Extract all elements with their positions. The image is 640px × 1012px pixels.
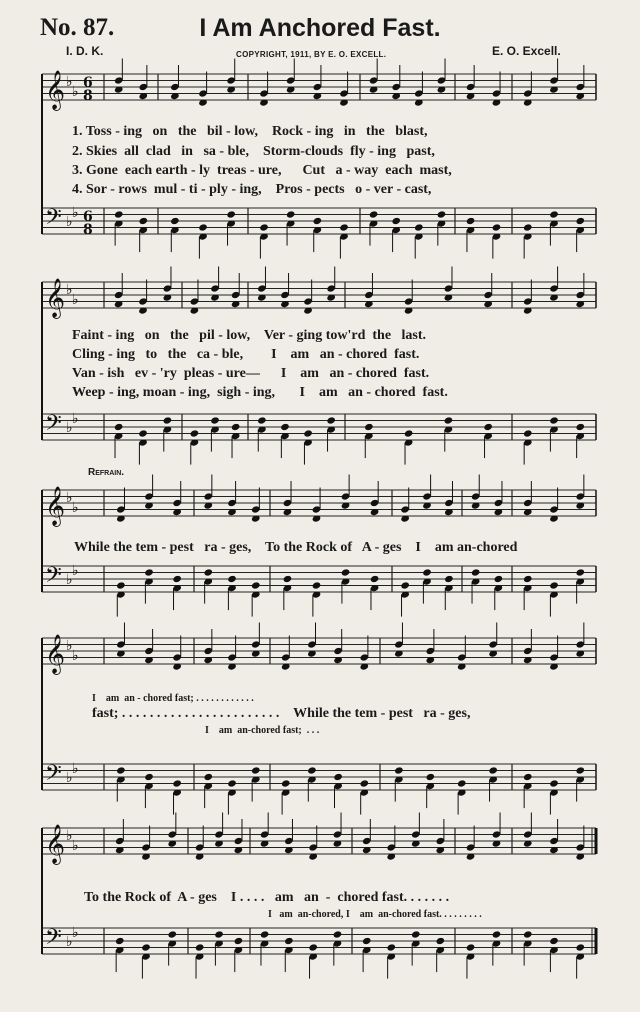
verse-2-line-2: Cling - ing to the ca - ble, I am an - chored fast. [72,347,420,362]
flat-sign: ♭ [66,490,73,506]
lyricist-credit: I. D. K. [66,44,104,58]
verse-2-line-1: 2. Skies all clad in sa - ble, Storm-clouds fly - ing past, [72,144,435,159]
refrain-line-3: To the Rock of A - ges I . . . . am an - chored fast. . . . . . . [84,890,450,905]
note-head [203,773,213,781]
verse-4-line-1: 4. Sor - rows mul - ti - ply - ing, Pros - pects o - ver - cast, [72,182,432,197]
flat-sign: ♭ [72,838,79,854]
note-head [234,937,244,945]
note-head [284,937,294,945]
note-head [391,217,401,225]
note-head [170,217,180,225]
verse-3-line-1: 3. Gone each earth - ly treas - ure, Cut a - way each mast, [72,163,452,178]
time-signature-top: 6 [83,75,93,91]
refrain-line-2: fast; . . . . . . . . . . . . . . . . . . . . . . . While the tem - pest ra - ges, [92,706,471,721]
note-head [575,217,585,225]
note-head [575,568,585,576]
note-head [227,575,237,583]
note-head [492,223,502,231]
note-head [339,223,349,231]
note-head [115,937,125,945]
note-head [414,223,424,231]
note-head [549,416,559,424]
note-head [307,766,317,774]
time-signature-bottom: 8 [83,222,93,238]
note-head [203,568,213,576]
note-head [172,575,182,583]
bass-clef: 𝄢 [45,761,62,791]
note-head [280,423,290,431]
note-head [364,423,374,431]
note-head [394,766,404,774]
note-head [444,575,454,583]
note-head [333,930,343,938]
note-head [312,581,322,589]
note-head [260,930,270,938]
note-head [523,930,533,938]
note-head [386,943,396,951]
note-head [326,416,336,424]
treble-clef: 𝄞 [45,486,66,526]
flat-sign: ♭ [66,572,73,588]
note-head [360,779,370,787]
treble-clef: 𝄞 [45,70,66,110]
note-head [210,416,220,424]
note-head [549,581,559,589]
note-head [138,217,148,225]
note-head [549,937,559,945]
bass-clef: 𝄢 [45,563,62,593]
note-head [214,930,224,938]
hymn-number: No. 87. [40,14,115,41]
refrain-line-3-lower: I am an-chored, I am an-chored fast. . . . . . . . . [268,909,482,920]
verse-3-line-2: Van - ish ev - 'ry pleas - ure— I am an - chored fast. [72,366,430,381]
note-head [231,423,241,431]
flat-sign: ♭ [72,563,79,579]
flat-sign: ♭ [66,770,73,786]
hymn-title: I Am Anchored Fast. [199,14,441,42]
flat-sign: ♭ [72,648,79,664]
treble-clef: 𝄞 [45,634,66,674]
note-head [283,575,293,583]
note-head [251,766,261,774]
note-head [114,423,124,431]
flat-sign: ♭ [66,420,73,436]
flat-sign: ♭ [66,282,73,298]
flat-sign: ♭ [66,214,73,230]
composer-credit: E. O. Excell. [492,44,561,58]
flat-sign: ♭ [66,934,73,950]
note-head [437,210,447,218]
time-signature-top: 6 [83,209,93,225]
note-head [494,575,504,583]
note-head [400,581,410,589]
note-head [523,223,533,231]
flat-sign: ♭ [72,84,79,100]
note-head [333,773,343,781]
note-head [549,210,559,218]
treble-clef: 𝄞 [45,278,66,318]
note-head [471,568,481,576]
note-head [466,217,476,225]
treble-clef: 𝄞 [45,824,66,864]
note-head [411,930,421,938]
note-head [575,943,585,951]
refrain-line-2-upper: I am an - chored fast; . . . . . . . . . . . . [92,693,254,704]
bass-clef: 𝄢 [45,925,62,955]
note-head [144,568,154,576]
note-head [549,779,559,787]
note-head [227,779,237,787]
flat-sign: ♭ [72,411,79,427]
refrain-label: Refrain. [88,467,125,478]
bass-clef: 𝄢 [45,411,62,441]
note-head [370,575,380,583]
note-head [523,575,533,583]
note-head [369,210,379,218]
note-head [114,210,124,218]
note-head [483,423,493,431]
note-head [286,210,296,218]
flat-sign: ♭ [72,205,79,221]
flat-sign: ♭ [72,292,79,308]
note-head [144,773,154,781]
note-head [444,416,454,424]
note-head [362,937,372,945]
note-head [198,223,208,231]
refrain-line-1: While the tem - pest ra - ges, To the Rock of A - ges I am an-chored [74,540,518,555]
flat-sign: ♭ [66,828,73,844]
note-head [303,429,313,437]
note-head [190,429,200,437]
note-head [116,581,126,589]
copyright-notice: COPYRIGHT, 1911, BY E. O. EXCELL. [236,50,387,59]
note-head [172,779,182,787]
note-head [404,429,414,437]
time-signature-bottom: 8 [83,88,93,104]
note-head [436,937,446,945]
note-head [226,210,236,218]
bass-clef: 𝄢 [45,205,62,235]
note-head [313,217,323,225]
refrain-line-2-lower: I am an-chored fast; . . . [205,725,320,736]
flat-sign: ♭ [72,925,79,941]
note-head [259,223,269,231]
note-head [163,416,173,424]
note-head [523,429,533,437]
note-head [257,416,267,424]
note-head [281,779,291,787]
note-head [575,766,585,774]
note-head [138,429,148,437]
note-head [116,766,126,774]
note-head [488,766,498,774]
flat-sign: ♭ [72,500,79,516]
note-head [426,773,436,781]
note-head [466,943,476,951]
note-head [167,930,177,938]
note-head [523,773,533,781]
note-head [141,943,151,951]
note-head [422,568,432,576]
note-head [575,423,585,431]
verse-1-line-1: 1. Toss - ing on the bil - low, Rock - ing in the blast, [72,124,428,139]
note-head [195,943,205,951]
flat-sign: ♭ [66,74,73,90]
note-head [251,581,261,589]
flat-sign: ♭ [66,638,73,654]
verse-4-line-2: Weep - ing, moan - ing, sigh - ing, I am an - chored fast. [72,385,448,400]
note-head [457,779,467,787]
note-head [308,943,318,951]
note-head [341,568,351,576]
verse-1-line-2: Faint - ing on the pil - low, Ver - ging tow'rd the last. [72,328,427,343]
note-head [492,930,502,938]
flat-sign: ♭ [72,761,79,777]
